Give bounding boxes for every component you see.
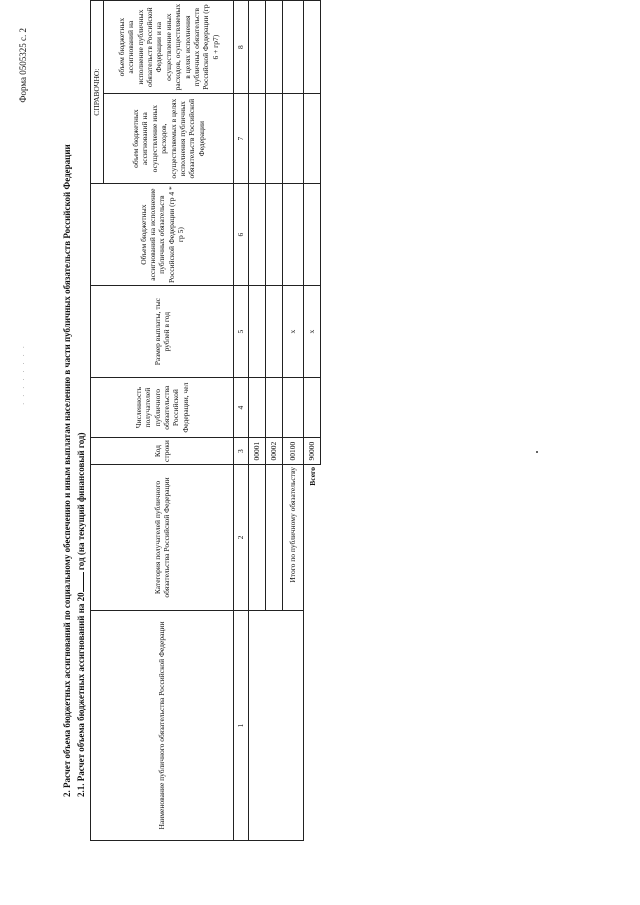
subtotal-count — [283, 378, 304, 438]
grand-total-amount — [304, 184, 321, 286]
subtotal-code: 00100 — [283, 438, 304, 465]
header-c5: Размер выплаты, тыс рублей в год — [91, 286, 234, 378]
column-numbers-row — [234, 1, 249, 841]
grand-total-count — [304, 378, 321, 438]
header-c3: Код строки — [91, 438, 234, 465]
colnum-4: 4 — [234, 378, 249, 438]
grand-total-x: x — [304, 286, 321, 378]
grand-total-spacer — [304, 611, 321, 841]
header-c6: Объем бюджетных ассигнований на исполнение публичных обязательств Российской Федерации (гр 4 * гр 5) — [91, 184, 234, 286]
total-cell — [249, 1, 266, 94]
payment-cell — [249, 286, 266, 378]
form-code: Форма 0505325 с. 2 — [18, 28, 28, 103]
grand-total-other — [304, 94, 321, 184]
subtotal-x: x — [283, 286, 304, 378]
total-cell — [266, 1, 283, 94]
subtotal-amount — [283, 184, 304, 286]
header-c7: объем бюджетных ассигнований на осуществление иных расходов, осуществляемых в целях исполнения публичных обязательств Российской Федерации — [104, 94, 234, 184]
header-row-1 — [91, 1, 104, 841]
header-c1: Наименование публичного обязательства Российской Федерации — [91, 611, 234, 841]
other-cell — [266, 94, 283, 184]
colnum-8: 8 — [234, 1, 249, 94]
grand-total-label: Всего — [307, 467, 317, 486]
amount-cell — [266, 184, 283, 286]
colnum-2: 2 — [234, 465, 249, 611]
subtotal-label: Итого по публичному обязательству — [283, 465, 304, 611]
section-title: 2. Расчет объема бюджетных ассигнований по социальному обеспечению и иным выплатам населению в части публичных обязательств Российской Федерации — [62, 144, 72, 797]
colnum-1: 1 — [234, 611, 249, 841]
grand-total-code: 90000 — [304, 438, 321, 465]
subsection-prefix: 2.1. Расчет объема бюджетных ассигнований на 20 — [76, 592, 86, 797]
budget-table — [90, 0, 321, 841]
other-cell — [249, 94, 266, 184]
header-ref: СПРАВОЧНО: — [91, 1, 104, 184]
grand-total-total — [304, 1, 321, 94]
header-c8: объем бюджетных ассигнований на исполнение публичных обязательств Российской Федерации и на осуществление иных расходов, осуществляемых в целях исполнения публичных обязательств Российской Федерации (гр 6 + гр7) — [104, 1, 234, 94]
scan-dot — [536, 451, 538, 453]
year-blank — [83, 572, 84, 592]
subsection-suffix: год (на текущий финансовый год) — [76, 432, 86, 571]
grand-total-row — [304, 1, 321, 841]
header-c2: Категория получателей публичного обязательства Российской Федерации — [91, 465, 234, 611]
payment-cell — [266, 286, 283, 378]
row-code: 00002 — [266, 438, 283, 465]
row-code: 00001 — [249, 438, 266, 465]
colnum-6: 6 — [234, 184, 249, 286]
subtotal-other — [283, 94, 304, 184]
amount-cell — [249, 184, 266, 286]
subsection-title — [76, 433, 86, 797]
category-cell — [266, 465, 283, 611]
subtotal-total — [283, 1, 304, 94]
scan-artifact: · · · · · · · · — [20, 344, 28, 405]
obligation-name-cell — [249, 611, 304, 841]
header-c4: Численность получателей публичного обязательства Российской Федерации, чел — [91, 378, 234, 438]
table-row — [249, 1, 266, 841]
category-cell — [249, 465, 266, 611]
colnum-7: 7 — [234, 94, 249, 184]
colnum-3: 3 — [234, 438, 249, 465]
count-cell — [249, 378, 266, 438]
count-cell — [266, 378, 283, 438]
colnum-5: 5 — [234, 286, 249, 378]
